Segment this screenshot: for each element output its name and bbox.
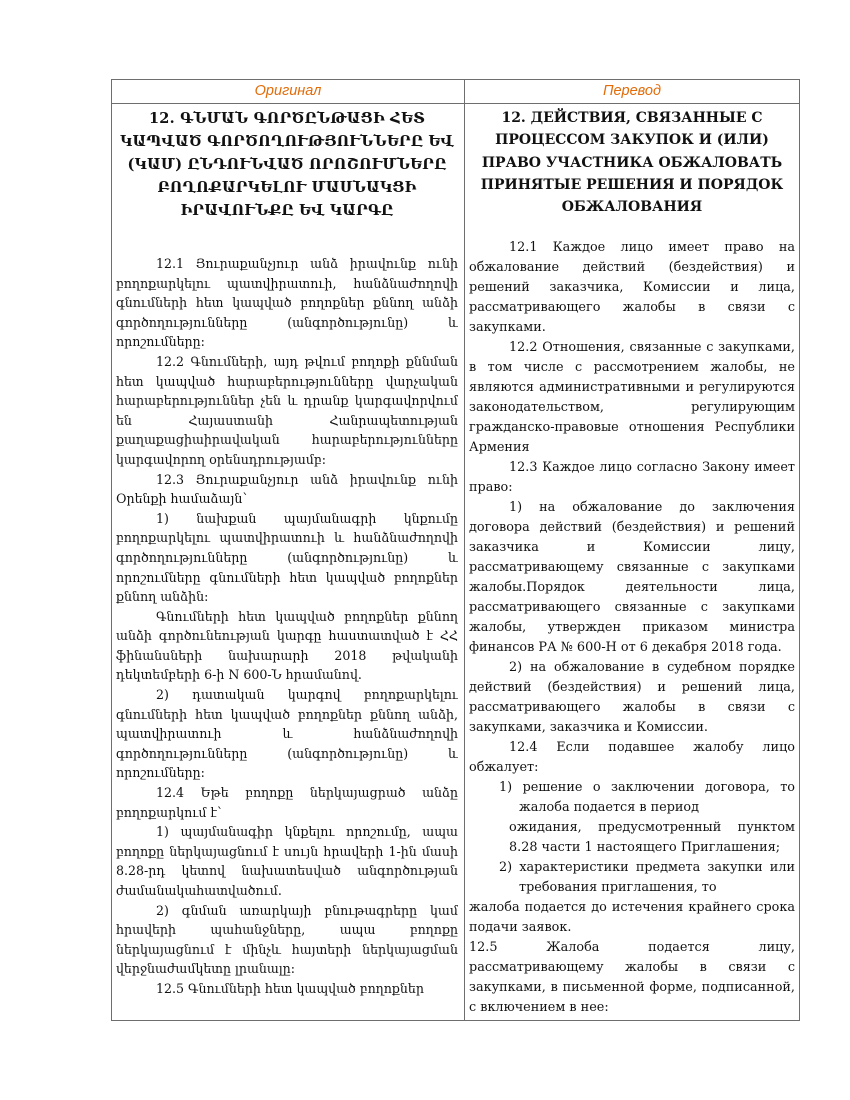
original-paragraph: Գնումների հետ կապված բողոքներ քննող անձի գործունեության կարգը հաստատված է ՀՀ ֆինանսների նախարարի 2018 թվականի դեկտեմբերի 6-ի N 600-Ն հրամանով. (116, 608, 458, 683)
original-paragraph: 12.3 Յուրաքանչյուր անձ իրավունք ունի Օրենքի համաձայն՝ (116, 471, 458, 507)
original-column (116, 104, 458, 1020)
translation-title: 12. ДЕЙСТВИЯ, СВЯЗАННЫЕ С ПРОЦЕССОМ ЗАКУПОК И (ИЛИ) ПРАВО УЧАСТНИКА ОБЖАЛОВАТЬ ПРИНЯТЫЕ РЕШЕНИЯ И ПОРЯДОК ОБЖАЛОВАНИЯ (480, 110, 784, 216)
original-paragraph: 1) նախքան պայմանագրի կնքումը բողոքարկելու պատվիրատուի և հանձնաժողովի գործողությունները (անգործությունը) և որոշումները գնումների հետ կապված բողոքներ քննող անձին: (116, 510, 458, 605)
original-title: 12. ԳՆՄԱՆ ԳՈՐԾԸՆԹԱՑԻ ՀԵՏ ԿԱՊՎԱԾ ԳՈՐԾՈՂՈՒԹՅՈՒՆՆԵՐԸ ԵՎ (ԿԱՄ) ԸՆԴՈՒՆՎԱԾ ՈՐՈՇՈՒՄՆԵՐԸ ԲՈՂՈՔԱՐԿԵԼՈՒ ՄԱՍՆԱԿՑԻ ԻՐԱՎՈՒՆՔԸ ԵՎ ԿԱՐԳԸ (120, 110, 454, 219)
translation-paragraph: 12.2 Отношения, связанные с закупками, в том числе с рассмотрением жалобы, не являются административными и регулируются законодательством, регулирующим гражданско-правовые отношения Республики Армения (469, 340, 795, 456)
original-paragraph: 12.2 Գնումների, այդ թվում բողոքի քննման հետ կապված հարաբերությունները վարչական հարաբերություններ չեն և դրանք կարգավորվում են Հայաստանի Հանրապետության քաղաքացիաիրավական հարաբերությունները կարգավորող օրենսդրությամբ: (116, 353, 458, 467)
original-paragraph: 1) պայմանագիր կնքելու որոշումը, ապա բողոքը ներկայացնում է սույն հրավերի 1-ին մասի 8.28-րդ կետով նախատեսված անգործության ժամանակահատվածում. (116, 824, 458, 898)
translation-paragraph: ожидания, предусмотренный пунктом 8.28 части 1 настоящего Приглашения; (509, 820, 795, 856)
original-paragraph: 2) դատական կարգով բողոքարկելու գնումների հետ կապված բողոքներ քննող անձի, պատվիրատուի և հանձնաժողովի գործողությունները (անգործությունը) և որոշումները: (116, 687, 458, 781)
original-paragraph: 12.1 Յուրաքանչյուր անձ իրավունք ունի բողոքարկելու պատվիրատուի, հանձնաժողովի գնումների հետ կապված բողոքներ քննող անձի գործողությունները (անգործությունը) և որոշումները: (116, 256, 458, 350)
original-body (116, 254, 458, 999)
translation-column (469, 104, 795, 1020)
header-original: Оригинал (254, 83, 322, 99)
translation-paragraph: 1) на обжалование до заключения договора действий (бездействия) и решений заказчика и Комиссии лицу, рассматривающему связанные с закупками жалобы.Порядок деятельности лица, рассматривающего связанные с закупками жалобы, утвержден приказом министра финансов РА № 600-Н от 6 декабря 2018 года. (469, 500, 795, 656)
translation-paragraph: 12.3 Каждое лицо согласно Закону имеет право: (469, 460, 795, 496)
original-paragraph: 12.5 Գնումների հետ կապված բողոքներ (156, 980, 424, 996)
translation-body (469, 238, 795, 1018)
translation-list-item: 2) характеристики предмета закупки или требования приглашения, то (499, 860, 795, 896)
translation-paragraph: 12.4 Если подавшее жалобу лицо обжалует: (469, 740, 795, 776)
translation-paragraph: 2) на обжалование в судебном порядке действий (бездействия) и решений лица, рассматривающего жалобы в связи с закупками, заказчика и Комиссии. (469, 660, 795, 736)
header-translation: Перевод (602, 83, 662, 99)
original-paragraph: 12.4 Եթե բողոքը ներկայացրած անձը բողոքարկում է՝ (116, 785, 458, 820)
translation-table (111, 79, 800, 1021)
translation-list-item: 1) решение о заключении договора, то жалоба подается в период (499, 780, 795, 816)
translation-paragraph: 12.5 Жалоба подается лицу, рассматривающему жалобы в связи с закупками, в письменной форме, подписанной, с включением в нее: (469, 940, 795, 1016)
translation-paragraph: 12.1 Каждое лицо имеет право на обжалование действий (бездействия) и решений заказчика, Комиссии и лица, рассматривающего жалобы в связи с закупками. (469, 240, 795, 336)
column-divider (464, 80, 465, 1020)
original-paragraph: 2) գնման առարկայի բնութագրերը կամ հրավերի պահանջները, ապա բողոքը ներկայացնում է մինչև հայտերի ներկայացման վերջնաժամկետը լրանալը: (116, 902, 458, 977)
translation-paragraph: жалоба подается до истечения крайнего срока подачи заявок. (469, 900, 795, 936)
